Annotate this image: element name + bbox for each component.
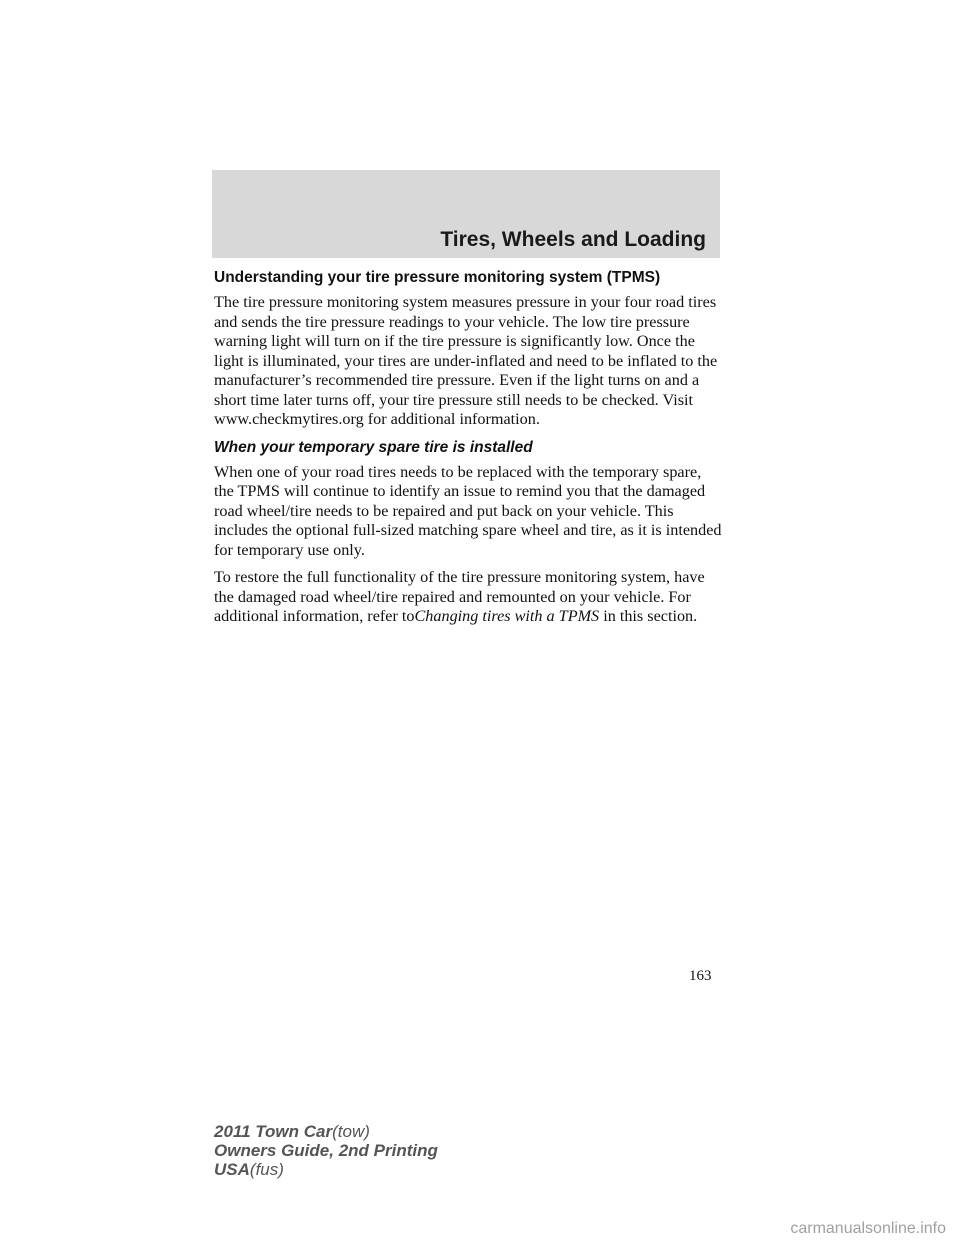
restore-paragraph-lead: To restore the full functionality of the tire pressure monitoring system, have the damaged road wheel/tire repaired and remounted on your vehicle. For additional information, refer to: [214, 568, 705, 625]
document-footer: [214, 1122, 438, 1179]
footer-market: USA: [214, 1160, 250, 1179]
restore-paragraph-tail: in this section.: [603, 607, 698, 625]
section-header-band: [212, 170, 720, 258]
changing-tires-reference: Changing tires with a TPMS: [414, 607, 600, 625]
section-title: Tires, Wheels and Loading: [440, 228, 706, 251]
footer-guide-edition: Owners Guide, 2nd Printing: [214, 1141, 438, 1160]
spare-tire-paragraph: When one of your road tires needs to be replaced with the temporary spare, the TPMS will continue to identify an issue to remind you that the damaged road wheel/tire needs to be repaired and put back on your vehicle. This includes the optional full-sized matching spare wheel and tire, as it is intended for temporary use only.: [214, 462, 722, 559]
footer-market-code: (fus): [249, 1160, 284, 1179]
footer-model-code: (tow): [332, 1122, 370, 1141]
footer-model-line: [214, 1122, 438, 1141]
footer-model: 2011 Town Car: [214, 1122, 333, 1141]
spare-tire-heading: When your temporary spare tire is installed: [214, 438, 533, 456]
page-number: 163: [689, 968, 712, 984]
restore-functionality-paragraph: [214, 568, 724, 627]
page-content: [214, 268, 724, 635]
footer-market-line: [214, 1160, 438, 1179]
tpms-paragraph: The tire pressure monitoring system measures pressure in your four road tires and sends the tire pressure readings to your vehicle. The low tire pressure warning light will turn on if the tire pressure is significantly low. Once the light is illuminated, your tires are under-inflated and need to be inflated to the manufacturer’s recommended tire pressure. Even if the light turns on and a short time later turns off, your tire pressure still needs to be checked. Visit www.checkmytires.org for additional information.: [214, 293, 718, 428]
site-watermark: carmanualsonline.info: [790, 1220, 946, 1237]
tpms-heading: Understanding your tire pressure monitoring system (TPMS): [214, 269, 661, 286]
